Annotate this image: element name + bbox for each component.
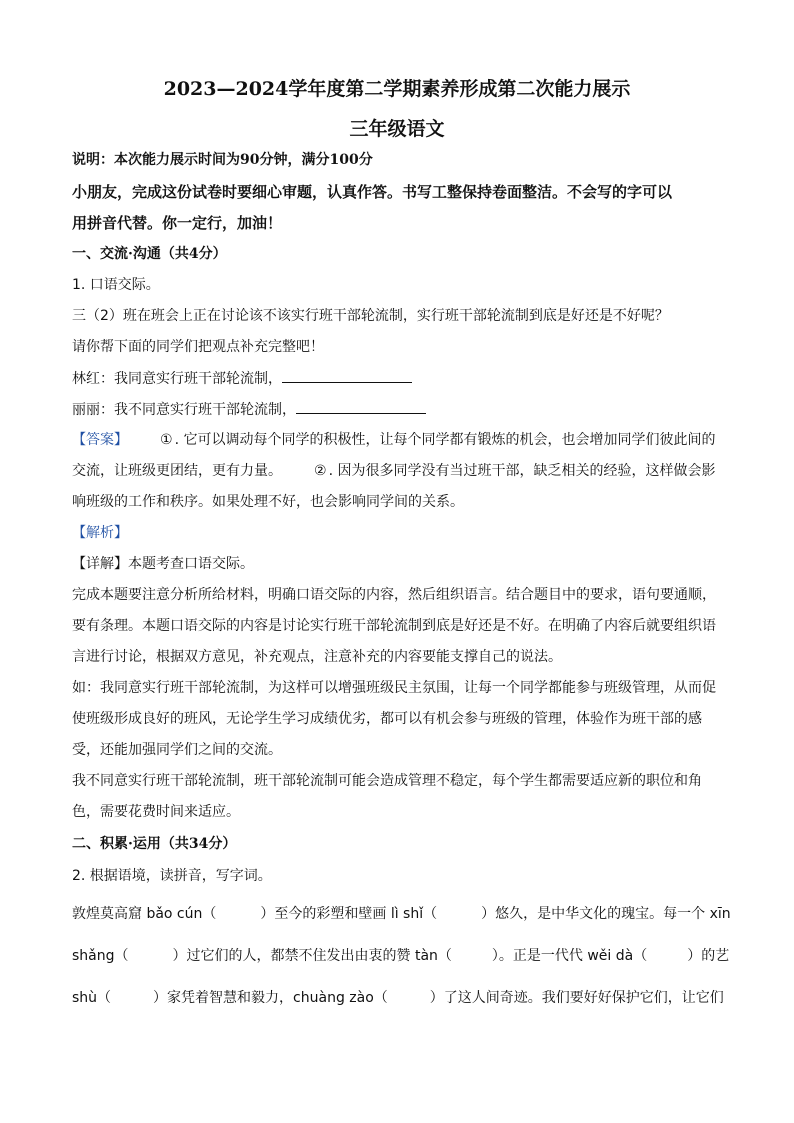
pinyin-r3c: ）了这人间奇迹。我们要好好保护它们，让它们 [429, 990, 724, 1006]
answer-marker-2: ② [314, 463, 327, 479]
lili-line [72, 399, 724, 420]
pinyin-r2a: shǎng（ [72, 948, 129, 964]
para-2-line-1: 如：我同意实行班干部轮流制，为这样可以增强班级民主氛围，让每一个同学都能参与班级管理，从而促 [72, 680, 716, 696]
linhong-text: 林红：我同意实行班干部轮流制， [72, 371, 282, 387]
exam-title: 2023—2024学年度第二学期素养形成第二次能力展示 [163, 78, 631, 100]
pinyin-r2b: ）过它们的人，都禁不住发出由衷的赞 tàn（ [172, 948, 452, 964]
para-3-line-2: 色，需要花费时间来适应。 [72, 804, 240, 820]
linhong-line [72, 368, 724, 389]
answer-line-2 [72, 461, 724, 481]
answer-line-1 [72, 430, 724, 450]
linhong-blank[interactable] [282, 368, 412, 383]
pinyin-r1c: ）悠久，是中华文化的瑰宝。每一个 xīn [481, 906, 731, 922]
answer-marker-1: ① [160, 432, 173, 448]
para-1-line-2: 要有条理。本题口语交际的内容是讨论实行班干部轮流制到底是好还是不好。在明确了内容后就要组织语 [72, 618, 716, 634]
para-3-line-1: 我不同意实行班干部轮流制，班干部轮流制可能会造成管理不稳定，每个学生都需要适应新的职位和角 [72, 773, 702, 789]
pinyin-r3b: ）家凭着智慧和毅力，chuàng zào（ [153, 990, 388, 1006]
para-2-line-2: 使班级形成良好的班风，无论学生学习成绩优劣，都可以有机会参与班级的管理，体验作为班干部的感 [72, 711, 702, 727]
question-2-label: 2. 根据语境，读拼音，写字词。 [72, 868, 272, 884]
exam-subtitle: 三年级语文 [349, 118, 445, 140]
encourage-line-1: 小朋友，完成这份试卷时要细心审题，认真作答。书写工整保持卷面整洁。不会写的字可以 [72, 183, 673, 201]
exam-note: 说明：本次能力展示时间为90分钟，满分100分 [72, 152, 373, 168]
pinyin-row-3 [72, 988, 724, 1008]
answer-part-2a: . 因为很多同学没有当过班干部，缺乏相关的经验，这样做会影 [328, 463, 716, 479]
para-1-line-1: 完成本题要注意分析所给材料，明确口语交际的内容，然后组织语言。结合题目中的要求，语句要通顺， [72, 587, 716, 603]
lili-blank[interactable] [296, 399, 426, 414]
lili-text: 丽丽：我不同意实行班干部轮流制， [72, 402, 296, 418]
answer-line-3: 响班级的工作和秩序。如果处理不好，也会影响同学间的关系。 [72, 494, 464, 510]
pinyin-row-1 [72, 904, 731, 924]
question-1-label: 1. 口语交际。 [72, 277, 160, 293]
section-1-heading: 一、交流·沟通（共4分） [72, 246, 227, 262]
pinyin-r2c: ）。正是一代代 wěi dà（ [491, 948, 648, 964]
pinyin-r1a: 敦煌莫高窟 bǎo cún（ [72, 906, 217, 922]
pinyin-r1b: ）至今的彩塑和壁画 lì shǐ（ [260, 906, 438, 922]
detail-line: 【详解】本题考查口语交际。 [72, 556, 254, 572]
para-2-line-3: 受，还能加强同学们之间的交流。 [72, 742, 282, 758]
answer-tag: 【答案】 [72, 432, 128, 448]
question-1-prompt-2: 请你帮下面的同学们把观点补充完整吧！ [72, 339, 324, 355]
answer-part-1a: . 它可以调动每个同学的积极性，让每个同学都有锻炼的机会，也会增加同学们彼此间的 [174, 432, 716, 448]
question-1-prompt-1: 三（2）班在班会上正在讨论该不该实行班干部轮流制，实行班干部轮流制到底是好还是不好呢？ [72, 308, 669, 324]
analysis-tag: 【解析】 [72, 525, 128, 541]
section-2-heading: 二、积累·运用（共34分） [72, 836, 237, 852]
answer-part-1b: 交流，让班级更团结，更有力量。 [72, 463, 282, 479]
pinyin-r2d: ）的艺 [687, 948, 730, 964]
encourage-line-2: 用拼音代替。你一定行，加油！ [72, 214, 283, 232]
pinyin-r3a: shù（ [72, 990, 112, 1006]
para-1-line-3: 言进行讨论，根据双方意见，补充观点，注意补充的内容要能支撑自己的说法。 [72, 649, 562, 665]
pinyin-row-2 [72, 946, 730, 966]
